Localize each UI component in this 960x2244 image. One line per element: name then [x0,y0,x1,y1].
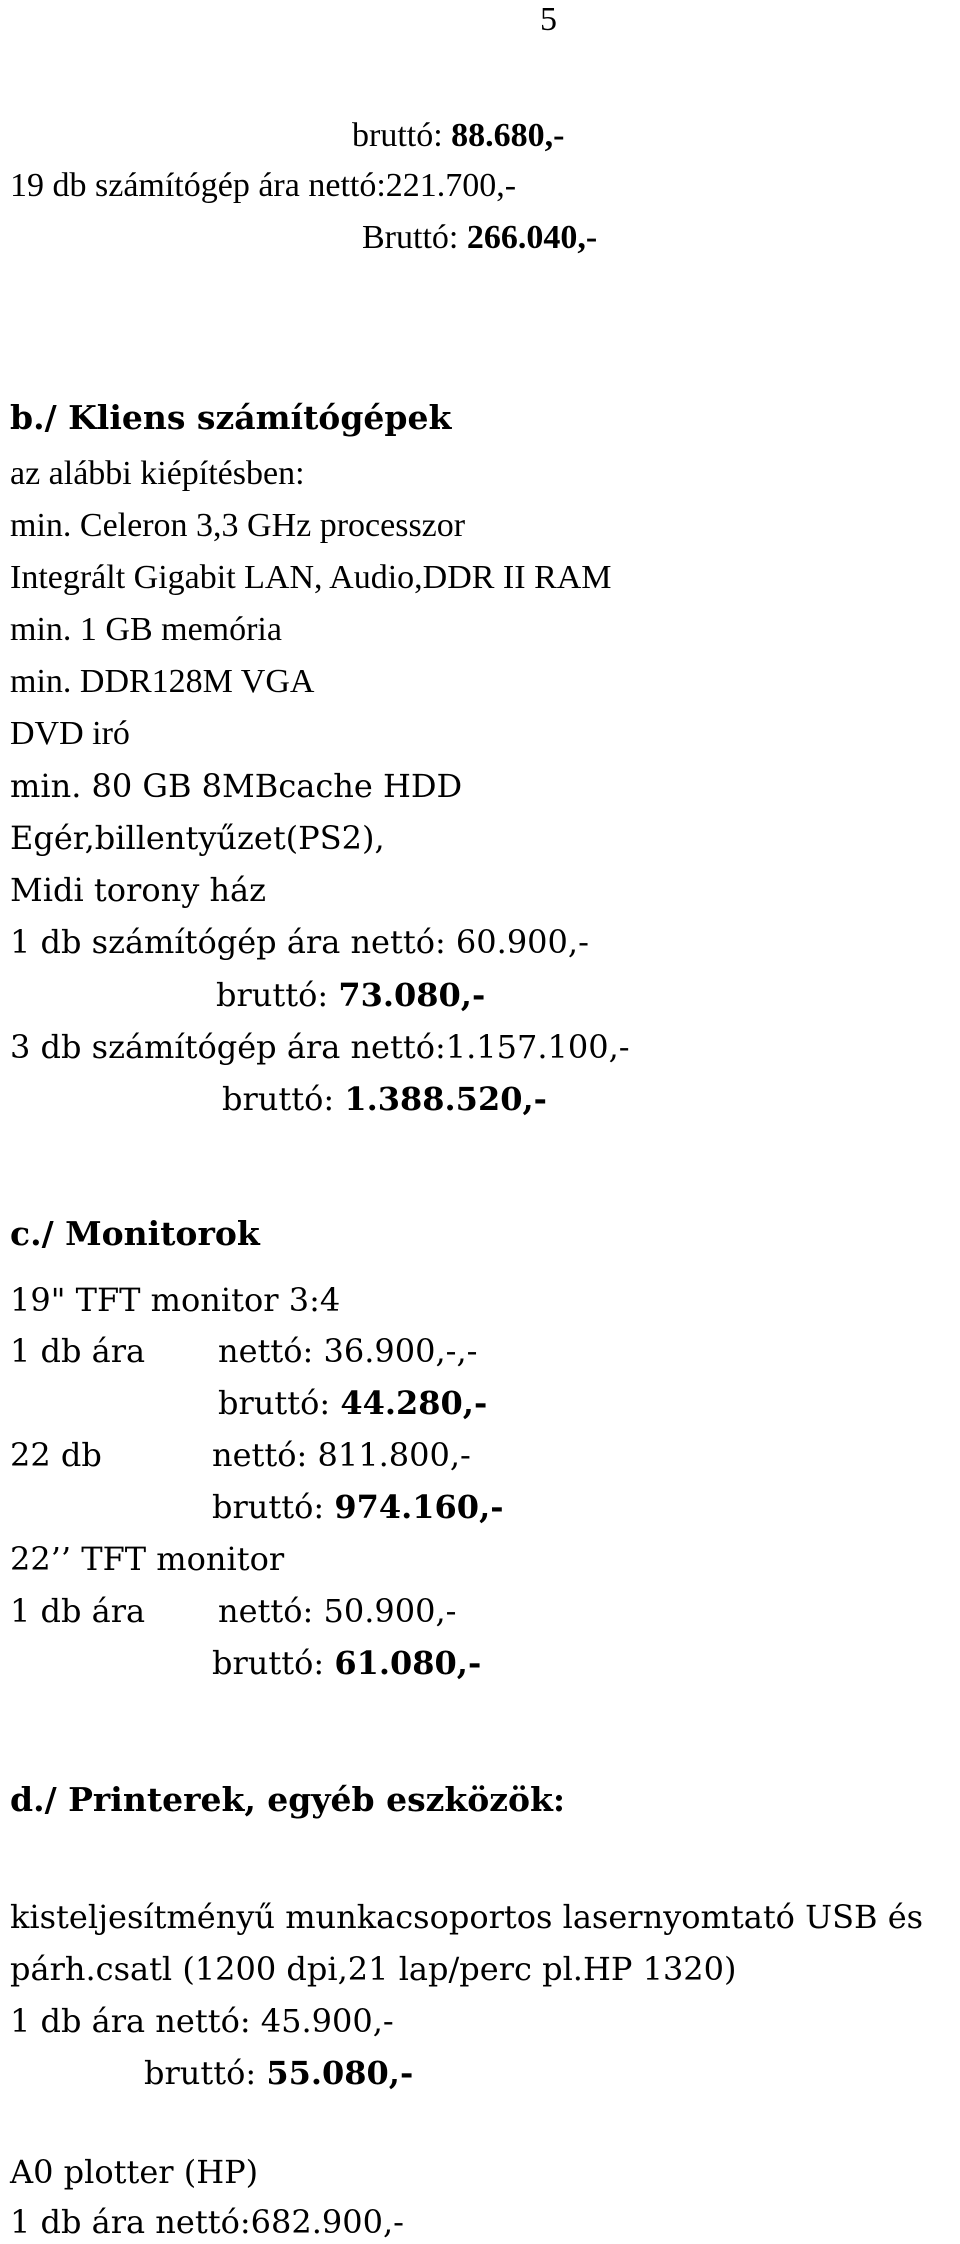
printer-laser-price: 1 db ára nettó: 45.900,- [10,2002,394,2040]
prev-brutto2 [362,218,597,258]
monitor22-title: 22’’ TFT monitor [10,1540,285,1578]
clients-spec-5: DVD iró [10,715,130,752]
prev-line2: 19 db számítógép ára nettó:221.700,- [10,167,517,204]
clients-spec-4: min. DDR128M VGA [10,663,315,700]
clients-spec-0: az alábbi kiépítésben: [10,455,305,492]
clients-price3-brutto-label: bruttó: [222,1080,345,1118]
monitor22-netto1: nettó: 50.900,- [218,1592,457,1630]
clients-price1-brutto [216,975,485,1015]
printers-heading: d./ Printerek, egyéb eszközök: [10,1780,566,1819]
clients-price1-brutto-value: 73.080,- [338,976,486,1014]
clients-spec-6: min. 80 GB 8MBcache HDD [10,767,463,805]
monitor19-brutto1-value: 44.280,- [340,1384,488,1422]
monitor22-brutto1-label: bruttó: [212,1644,335,1682]
page-number: 5 [540,1,557,38]
monitor19-qty22: 22 db [10,1436,102,1474]
monitor19-qty1: 1 db ára [10,1332,146,1370]
prev-brutto2-value: 266.040,- [466,219,598,256]
printer-laser-line1: kisteljesítményű munkacsoportos lasernyomtató USB és [10,1898,924,1936]
printer-laser-brutto-label: bruttó: [144,2054,267,2092]
monitor19-brutto22-value: 974.160,- [334,1488,504,1526]
monitors-heading: c./ Monitorok [10,1214,260,1253]
clients-spec-2: Integrált Gigabit LAN, Audio,DDR II RAM [10,559,612,596]
monitor19-brutto22-label: bruttó: [212,1488,335,1526]
monitor19-netto22: nettó: 811.800,- [212,1436,471,1474]
prev-brutto-value: 88.680,- [451,117,565,154]
clients-spec-7: Egér,billentyűzet(PS2), [10,819,385,857]
monitor22-qty1: 1 db ára [10,1592,146,1630]
plotter-price: 1 db ára nettó:682.900,- [10,2203,404,2241]
clients-spec-8: Midi torony ház [10,871,266,909]
clients-price3-line: 3 db számítógép ára nettó:1.157.100,- [10,1028,630,1066]
clients-price1-brutto-label: bruttó: [216,976,339,1014]
printer-laser-brutto-value: 55.080,- [266,2054,414,2092]
printer-laser-brutto [144,2053,413,2093]
monitor19-brutto1 [218,1383,487,1423]
prev-brutto-label: bruttó: [352,117,452,154]
monitor19-brutto22 [212,1487,503,1527]
prev-brutto [352,116,565,156]
clients-heading: b./ Kliens számítógépek [10,398,452,437]
clients-spec-3: min. 1 GB memória [10,611,282,648]
plotter-title: A0 plotter (HP) [10,2153,259,2191]
clients-price1-line: 1 db számítógép ára nettó: 60.900,- [10,923,589,961]
printer-laser-line2: párh.csatl (1200 dpi,21 lap/perc pl.HP 1320) [10,1950,737,1988]
clients-price3-brutto-value: 1.388.520,- [344,1080,547,1118]
clients-spec-1: min. Celeron 3,3 GHz processzor [10,507,466,544]
clients-price3-brutto [222,1079,547,1119]
monitor22-brutto1 [212,1643,481,1683]
monitor19-title: 19" TFT monitor 3:4 [10,1281,341,1319]
prev-brutto2-label: Bruttó: [362,219,467,256]
monitor22-brutto1-value: 61.080,- [334,1644,482,1682]
monitor19-brutto1-label: bruttó: [218,1384,341,1422]
monitor19-netto1: nettó: 36.900,-,- [218,1332,478,1370]
